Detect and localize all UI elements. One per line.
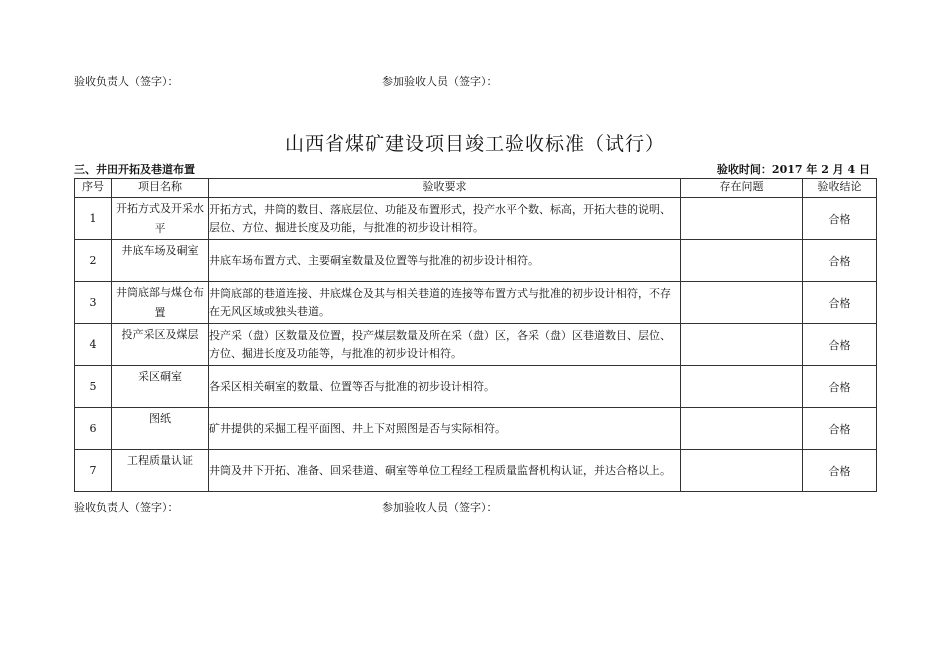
issues-cell	[681, 240, 803, 282]
issues-cell	[681, 450, 803, 492]
item-name: 投产采区及煤层	[121, 327, 199, 341]
row-number: 3	[75, 282, 112, 324]
row-number: 4	[75, 324, 112, 366]
requirement-text: 井筒及井下开拓、准备、回采巷道、硐室等单位工程经工程质量监督机构认证，并达合格以上。	[209, 450, 681, 492]
table-header-row	[75, 179, 877, 198]
table-row	[75, 198, 877, 240]
table-row	[75, 240, 877, 282]
requirement-text: 各采区相关硐室的数量、位置等否与批准的初步设计相符。	[209, 366, 681, 408]
section-title: 三、井田开拓及巷道布置	[74, 163, 195, 176]
table-row	[75, 408, 877, 450]
header-no: 序号	[75, 179, 112, 198]
requirement-text: 矿井提供的采掘工程平面图、井上下对照图是否与实际相符。	[209, 408, 681, 450]
result-cell: 合格	[803, 366, 877, 408]
result-cell: 合格	[803, 408, 877, 450]
requirement-text: 井筒底部的巷道连接、井底煤仓及其与相关巷道的连接等布置方式与批准的初步设计相符，不存在无风区域或独头巷道。	[209, 282, 681, 324]
signature-line-bottom	[74, 500, 874, 516]
table-row	[75, 282, 877, 324]
result-cell: 合格	[803, 282, 877, 324]
header-requirement: 验收要求	[209, 179, 681, 198]
issues-cell	[681, 408, 803, 450]
item-name: 采区硐室	[138, 369, 182, 383]
participants-signature-label: 参加验收人员（签字）：	[382, 75, 498, 88]
item-name: 工程质量认证	[127, 453, 193, 467]
signature-line-top	[74, 74, 874, 90]
result-cell: 合格	[803, 324, 877, 366]
item-name: 图纸	[149, 411, 171, 425]
leader-signature-label: 验收负责人（签字）：	[74, 501, 179, 514]
item-name: 开拓方式及开采水平	[116, 201, 204, 235]
participants-signature-label: 参加验收人员（签字）：	[382, 501, 498, 514]
acceptance-table	[74, 178, 877, 492]
requirement-text: 开拓方式，井筒的数目、落底层位、功能及布置形式，投产水平个数、标高，开拓大巷的说明、层位、方位、掘进长度及功能，与批准的初步设计相符。	[209, 198, 681, 240]
row-number: 6	[75, 408, 112, 450]
requirement-text: 井底车场布置方式、主要硐室数量及位置等与批准的初步设计相符。	[209, 240, 681, 282]
item-name: 井筒底部与煤仓布置	[116, 285, 204, 319]
result-cell: 合格	[803, 198, 877, 240]
header-result: 验收结论	[803, 179, 877, 198]
acceptance-date: 验收时间：2017 年 2 月 4 日	[716, 163, 870, 176]
result-cell: 合格	[803, 450, 877, 492]
row-number: 1	[75, 198, 112, 240]
row-number: 7	[75, 450, 112, 492]
issues-cell	[681, 324, 803, 366]
table-row	[75, 450, 877, 492]
table-row	[75, 366, 877, 408]
header-name: 项目名称	[112, 179, 209, 198]
table-row	[75, 324, 877, 366]
section-header	[74, 162, 876, 178]
requirement-text: 投产采（盘）区数量及位置，投产煤层数量及所在采（盘）区，各采（盘）区巷道数目、层位、方位、掘进长度及功能等，与批准的初步设计相符。	[209, 324, 681, 366]
row-number: 5	[75, 366, 112, 408]
issues-cell	[681, 366, 803, 408]
row-number: 2	[75, 240, 112, 282]
issues-cell	[681, 282, 803, 324]
header-issues: 存在问题	[681, 179, 803, 198]
leader-signature-label: 验收负责人（签字）：	[74, 75, 179, 88]
item-name: 井底车场及硐室	[121, 243, 199, 257]
issues-cell	[681, 198, 803, 240]
document-title: 山西省煤矿建设项目竣工验收标准（试行）	[284, 133, 665, 155]
result-cell: 合格	[803, 240, 877, 282]
